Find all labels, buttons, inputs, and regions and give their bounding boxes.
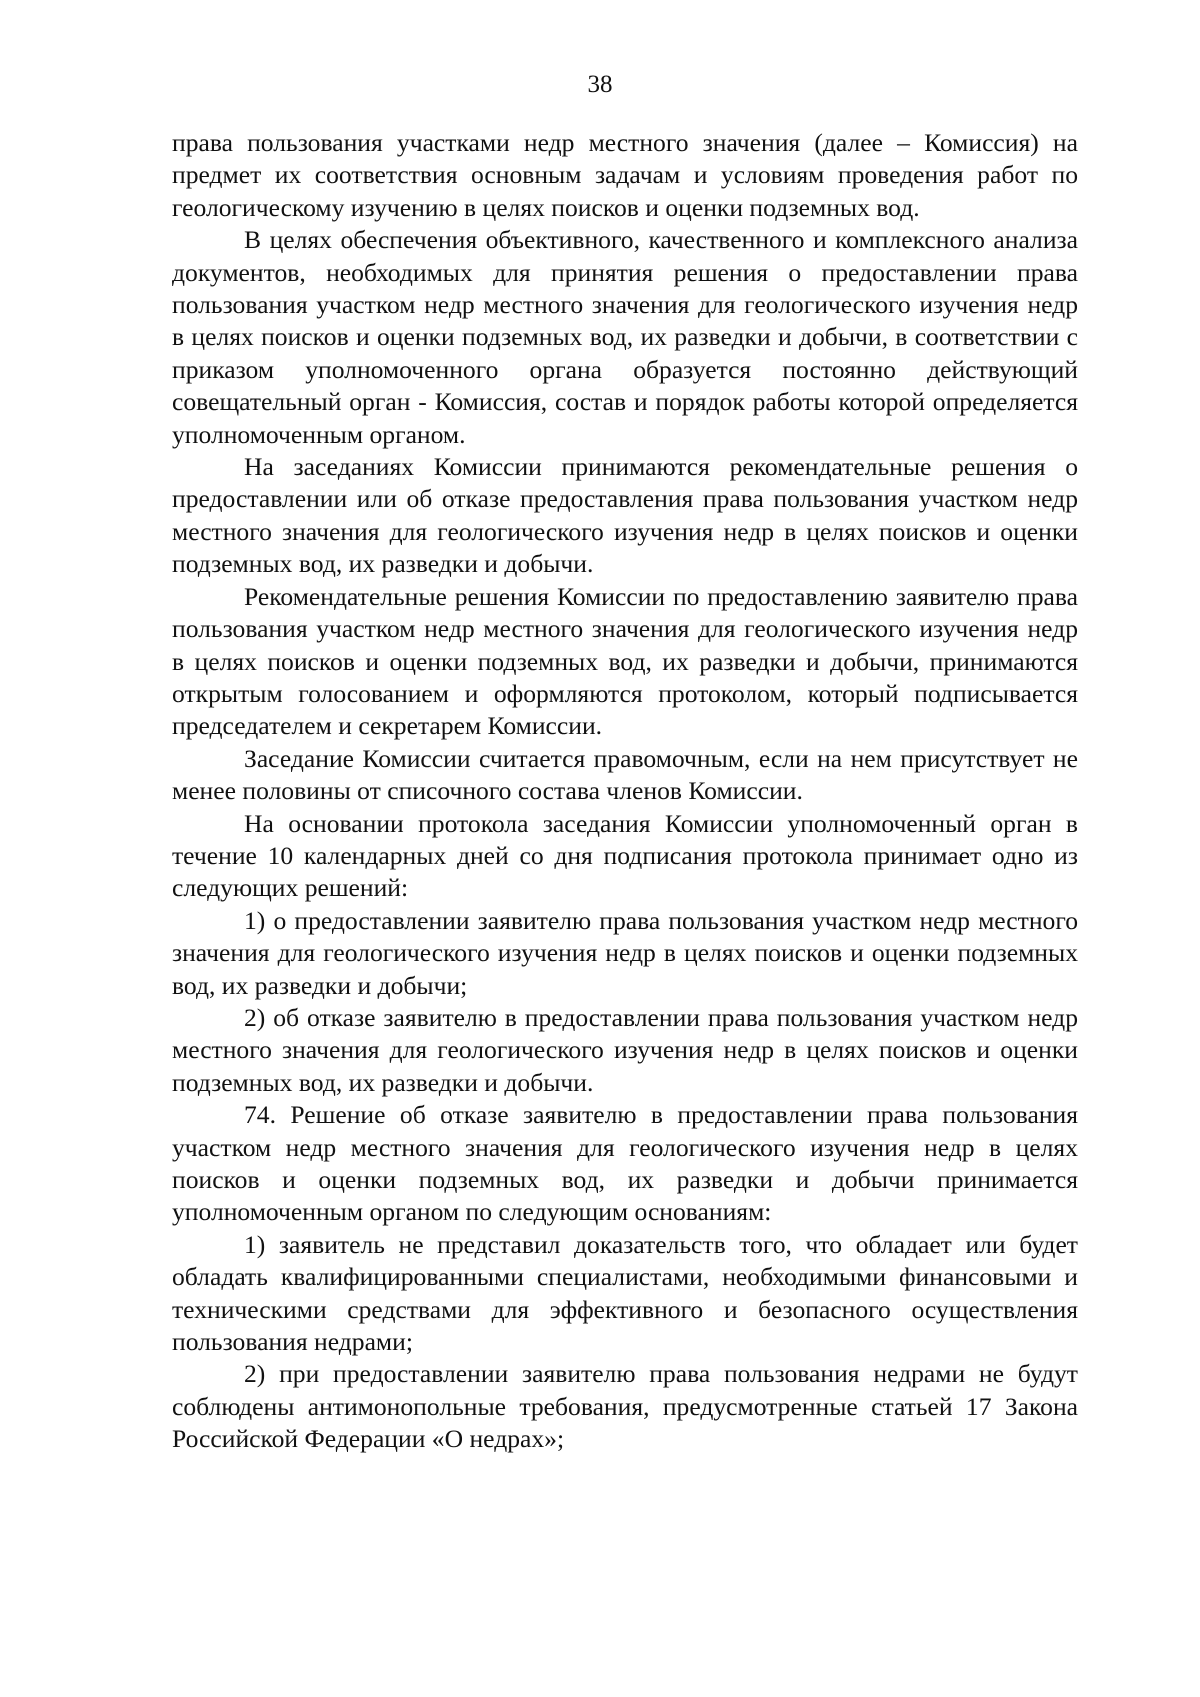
- paragraph-commission-formation: В целях обеспечения объективного, качественного и комплексного анализа документов, необходимых для принятия решения о предоставлении права пользования участком недр местного значения для геологического изучения недр в целях поисков и оценки подземных вод, их разведки и добычи, в соответствии с приказом уполномоченного органа образуется постоянно действующий совещательный орган - Комиссия, состав и порядок работы которой определяется уполномоченным органом.: [172, 225, 1078, 449]
- page-number: 38: [587, 71, 613, 98]
- list-item-grant: 1) о предоставлении заявителю права пользования участком недр местного значения для геологического изучения недр в целях поисков и оценки подземных вод, их разведки и добычи;: [172, 905, 1078, 1000]
- paragraph-commission-meetings: На заседаниях Комиссии принимаются рекомендательные решения о предоставлении или об отказе предоставления права пользования участком недр местного значения для геологического изучения недр в целях поисков и оценки подземных вод, их разведки и добычи.: [172, 452, 1078, 579]
- list-item-refuse: 2) об отказе заявителю в предоставлении права пользования участком недр местного значения для геологического изучения недр в целях поисков и оценки подземных вод, их разведки и добычи.: [172, 1002, 1078, 1097]
- list-item-ground-1: 1) заявитель не представил доказательств того, что обладает или будет обладать квалифицированными специалистами, необходимыми финансовыми и техническими средствами для эффективного и безопасного осуществления пользования недрами;: [172, 1229, 1078, 1357]
- paragraph-clause-74: 74. Решение об отказе заявителю в предоставлении права пользования участком недр местного значения для геологического изучения недр в целях поисков и оценки подземных вод, их разведки и добычи принимается уполномоченным органом по следующим основаниям:: [172, 1100, 1078, 1227]
- paragraph-protocol-decision: На основании протокола заседания Комиссии уполномоченный орган в течение 10 календарных дней со дня подписания протокола принимает одно из следующих решений:: [172, 808, 1078, 903]
- document-body: [172, 127, 1078, 1456]
- paragraph-recommendations: Рекомендательные решения Комиссии по предоставлению заявителю права пользования участком недр местного значения для геологического изучения недр в целях поисков и оценки подземных вод, их разведки и добычи, принимаются открытым голосованием и оформляются протоколом, который подписывается председателем и секретарем Комиссии.: [172, 581, 1078, 741]
- list-item-ground-2: 2) при предоставлении заявителю права пользования недрами не будут соблюдены антимонопольные требования, предусмотренные статьей 17 Закона Российской Федерации «О недрах»;: [172, 1359, 1078, 1454]
- paragraph-continuation: права пользования участками недр местного значения (далее – Комиссия) на предмет их соответствия основным задачам и условиям проведения работ по геологическому изучению в целях поисков и оценки подземных вод.: [172, 128, 1078, 222]
- paragraph-quorum: Заседание Комиссии считается правомочным, если на нем присутствует не менее половины от списочного состава членов Комиссии.: [172, 743, 1078, 806]
